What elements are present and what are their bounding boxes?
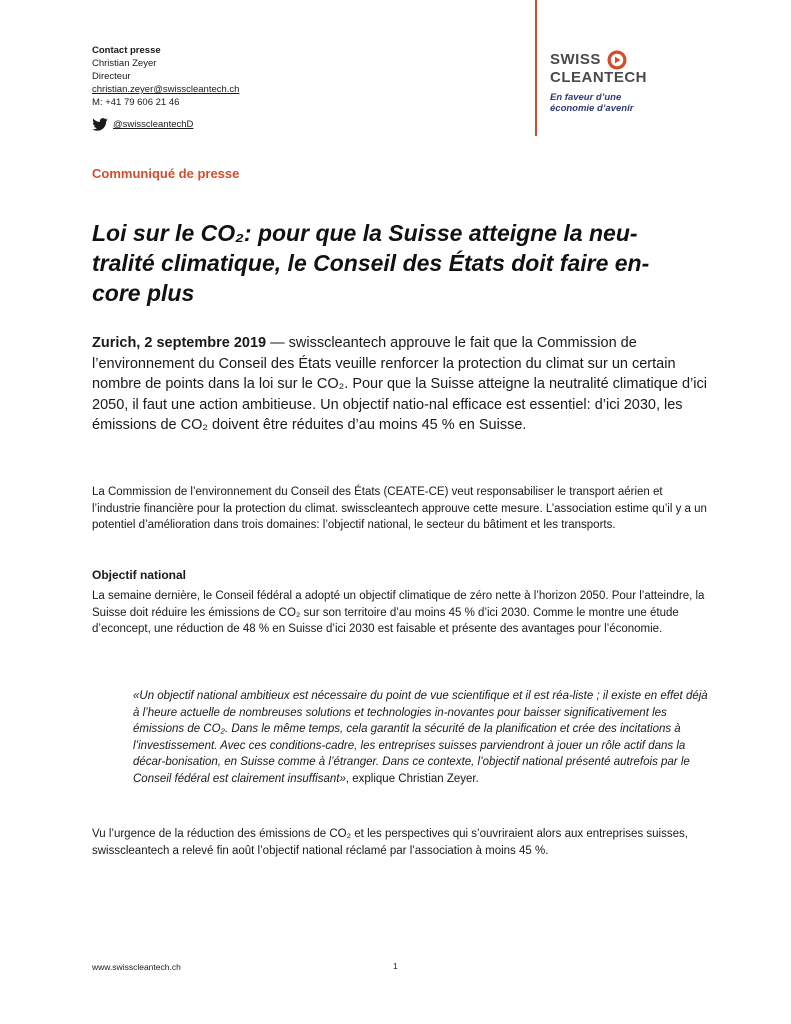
logo-word-cleantech: CLEANTECH bbox=[550, 69, 647, 86]
lead-paragraph bbox=[92, 333, 707, 436]
quote-block bbox=[133, 688, 708, 787]
contact-phone: M: +41 79 606 21 46 bbox=[92, 97, 180, 108]
play-circle-icon bbox=[607, 50, 627, 70]
footer-website-link[interactable]: www.swisscleantech.ch bbox=[92, 962, 181, 972]
contact-role: Directeur bbox=[92, 71, 131, 82]
contact-label: Contact presse bbox=[92, 45, 161, 56]
page-title: Loi sur le CO₂: pour que la Suisse atteigne la neu-tralité climatique, le Conseil des États doit faire en-core plus bbox=[92, 220, 650, 306]
quote-text: «Un objectif national ambitieux est nécessaire du point de vue scientifique et il est réa-liste ; il existe en effet déjà à l’heure actuelle de nombreuses solutions et technologies in-novantes pour baisser significativement les émissions de CO₂. Dans le même temps, cela garantit la sécurité de la planification et crée des incitations à l’investissement. Avec ces conditions-cadre, les entreprises suisses parviendront à jouer un rôle actif dans la décar-bonisation, en Suisse comme à l’étranger. Dans ce contexte, l’objectif national présenté autrefois par le Conseil fédéral est clairement insuffisant» bbox=[133, 690, 708, 785]
section-heading-objectif-national: Objectif national bbox=[92, 568, 187, 582]
logo-divider-line bbox=[535, 0, 537, 136]
body-paragraph-3: Vu l’urgence de la réduction des émissions de CO₂ et les perspectives qui s’ouvriraient alors aux entreprises suisses, swisscleantech a relevé fin août l’objectif national réclamé par l’association à moins 45 %. bbox=[92, 828, 688, 857]
contact-email-link[interactable]: christian.zeyer@swisscleantech.ch bbox=[92, 84, 240, 95]
press-release-kicker: Communiqué de presse bbox=[92, 166, 240, 181]
contact-name: Christian Zeyer bbox=[92, 58, 157, 69]
twitter-handle-link[interactable]: @swisscleantechD bbox=[113, 119, 194, 130]
body-paragraph-1: La Commission de l’environnement du Conseil des États (CEATE-CE) veut responsabiliser le transport aérien et l’industrie financière pour la protection du climat. swisscleantech approuve cette mesure. L’association estime qu’il y a un potentiel d’amélioration dans trois domaines: l’objectif national, le secteur du bâtiment et les transports. bbox=[92, 486, 707, 531]
dateline: Zurich, 2 septembre 2019 bbox=[92, 335, 267, 351]
logo-tagline-line1: En faveur d’une bbox=[550, 92, 622, 103]
body-paragraph-2: La semaine dernière, le Conseil fédéral a adopté un objectif climatique de zéro nette à l’horizon 2050. Pour l’atteindre, la Suisse doit réduire les émissions de CO₂ sur son territoire d’au moins 45 % d’ici 2030. Comme le montre une étude d’econcept, une réduction de 48 % en Suisse d’ici 2030 est faisable et présente des avantages pour l’économie. bbox=[92, 590, 705, 635]
page-number: 1 bbox=[393, 961, 398, 971]
quote-attribution: , explique Christian Zeyer. bbox=[345, 772, 479, 785]
logo-tagline-line2: économie d’avenir bbox=[550, 103, 634, 114]
twitter-contact bbox=[92, 118, 193, 131]
logo-word-swiss: SWISS bbox=[550, 51, 601, 68]
swisscleantech-logo bbox=[550, 50, 647, 114]
twitter-bird-icon bbox=[92, 118, 108, 131]
lead-text: — swisscleantech approuve le fait que la Commission de l’environnement du Conseil des États veuille renforcer la protection du climat sur un certain nombre de points dans la loi sur le CO₂. Pour que la Suisse atteigne la neutralité climatique d’ici 2050, il faut une action ambitieuse. Un objectif natio-nal efficace est essentiel: d’ici 2030, les émissions de CO₂ doivent être réduites d’au moins 45 % en Suisse. bbox=[92, 335, 707, 433]
press-contact bbox=[92, 44, 239, 109]
